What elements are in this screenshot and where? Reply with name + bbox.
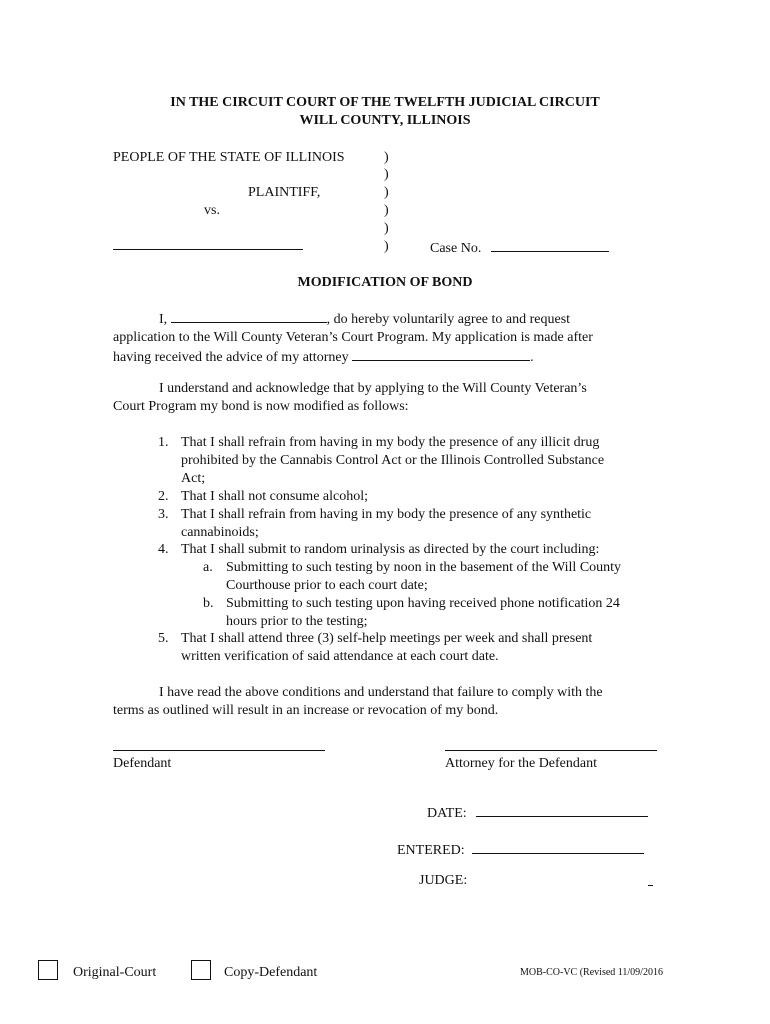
- date-label: DATE:: [427, 806, 467, 821]
- court-name: IN THE CIRCUIT COURT OF THE TWELFTH JUDICIAL CIRCUIT: [170, 95, 600, 110]
- versus-label: vs.: [204, 203, 220, 218]
- paren: ): [384, 239, 389, 254]
- acknowledgement-paragraph: [113, 380, 653, 416]
- agreement-line-1: I, , do hereby voluntarily agree to and request: [113, 309, 653, 329]
- date-field[interactable]: [476, 803, 648, 817]
- case-no-field[interactable]: [491, 238, 609, 252]
- judge-signature-mark[interactable]: [648, 885, 653, 886]
- copy-defendant-label: Copy-Defendant: [224, 965, 318, 980]
- attorney-signature-line[interactable]: [445, 750, 657, 751]
- agreement-line-2: application to the Will County Veteran’s Court Program. My application is made after: [113, 330, 593, 345]
- agreement-line-3: having received the advice of my attorney .: [113, 347, 653, 367]
- acknowledgement-line-2: Court Program my bond is now modified as follows:: [113, 399, 409, 414]
- original-court-checkbox[interactable]: [38, 960, 58, 980]
- consequence-line-2: terms as outlined will result in an increase or revocation of my bond.: [113, 703, 499, 718]
- entered-label: ENTERED:: [397, 843, 465, 858]
- defendant-label: Defendant: [113, 756, 172, 771]
- judge-label: JUDGE:: [419, 873, 468, 888]
- plaintiff-label: PLAINTIFF,: [248, 185, 321, 200]
- document-title: MODIFICATION OF BOND: [297, 275, 473, 290]
- paren: ): [384, 167, 389, 182]
- acknowledgement-line-1: I understand and acknowledge that by applying to the Will County Veteran’s: [159, 381, 587, 396]
- county-name: WILL COUNTY, ILLINOIS: [299, 113, 471, 128]
- form-code: MOB-CO-VC (Revised 11/09/2016: [520, 967, 663, 978]
- defendant-signature-line[interactable]: [113, 750, 325, 751]
- attorney-label: Attorney for the Defendant: [445, 756, 597, 771]
- attorney-name-blank[interactable]: [352, 347, 530, 361]
- consequence-line-1: I have read the above conditions and understand that failure to comply with the: [159, 685, 603, 700]
- case-number: [430, 238, 609, 258]
- defendant-name-field[interactable]: [113, 249, 303, 250]
- case-no-label: Case No.: [430, 241, 482, 256]
- consequence-paragraph: [113, 684, 653, 720]
- paren: ): [384, 221, 389, 236]
- copy-defendant-checkbox[interactable]: [191, 960, 211, 980]
- date-field-row: [427, 803, 648, 823]
- original-court-label: Original-Court: [73, 965, 157, 980]
- paren: ): [384, 185, 389, 200]
- agreement-paragraph: [113, 309, 653, 367]
- entered-field[interactable]: [472, 840, 644, 854]
- defendant-name-blank[interactable]: [171, 309, 327, 323]
- plaintiff-party: PEOPLE OF THE STATE OF ILLINOIS: [113, 150, 345, 165]
- paren: ): [384, 203, 389, 218]
- paren: ): [384, 150, 389, 165]
- entered-field-row: [397, 840, 644, 860]
